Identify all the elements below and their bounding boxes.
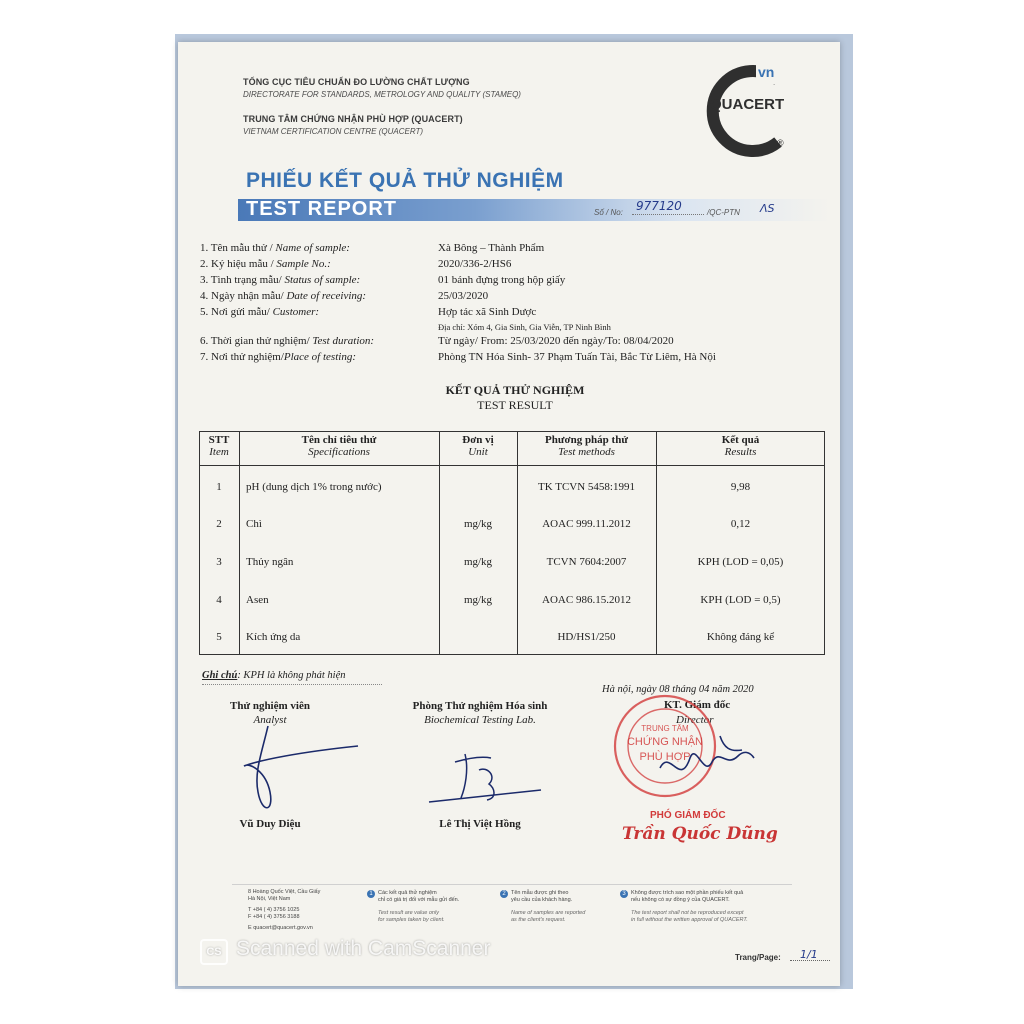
footer-note-2-icon: 2 xyxy=(500,890,508,898)
cell-result: Không đáng kể xyxy=(706,631,775,643)
cell-spec: Asen xyxy=(246,594,269,606)
header-item: STT Item xyxy=(208,434,230,458)
footer-divider xyxy=(232,884,792,885)
page-label: Trang/Page: xyxy=(735,953,781,962)
director-signature xyxy=(650,728,760,798)
quacert-logo xyxy=(700,58,800,158)
page-value: 1/1 xyxy=(800,948,818,961)
info-value-3: 01 bánh đựng trong hộp giấy xyxy=(438,274,566,286)
org-name-vn: TỔNG CỤC TIÊU CHUẨN ĐO LƯỜNG CHẤT LƯỢNG xyxy=(243,77,470,87)
info-label-1: 1. Tên mẫu thử / Name of sample: xyxy=(200,242,350,254)
table-row xyxy=(199,556,825,574)
cell-item: 2 xyxy=(216,518,222,530)
cell-item: 4 xyxy=(216,594,222,606)
date-line: Hà nội, ngày 08 tháng 04 năm 2020 xyxy=(602,684,754,695)
cell-method: HD/HS1/250 xyxy=(557,631,616,643)
footer-address: 8 Hoàng Quốc Việt, Cầu Giấy Hà Nội, Việt Nam T +84 ( 4) 3756 1025 F +84 ( 4) 3756 3188 E quacert@quacert.gov.vn xyxy=(248,889,321,931)
report-no-underline xyxy=(632,214,704,215)
table-grid xyxy=(199,431,825,655)
report-title-en: TEST REPORT xyxy=(246,198,398,220)
footer-note-1-icon: 1 xyxy=(367,890,375,898)
stamp-line-2: CHỨNG NHẬN xyxy=(626,736,703,748)
result-title-vn: KẾT QUẢ THỬ NGHIỆM xyxy=(445,383,585,397)
analyst-role-en: Analyst xyxy=(253,714,287,726)
report-no-number: 977120 xyxy=(636,199,682,213)
table-row xyxy=(199,631,825,649)
result-title-en: TEST RESULT xyxy=(477,398,553,412)
lab-name: Lê Thị Việt Hồng xyxy=(439,818,521,830)
info-label-6: 6. Thời gian thử nghiệm/ Test duration: xyxy=(200,335,375,347)
director-role: KT. Giám đốc xyxy=(664,699,731,711)
lab-role-vn: Phòng Thử nghiệm Hóa sinh xyxy=(412,700,548,712)
info-value-4: 25/03/2020 xyxy=(438,290,489,302)
director-name: Trần Quốc Dũng xyxy=(622,824,778,844)
report-title-vn: PHIẾU KẾT QUẢ THỬ NGHIỆM xyxy=(246,169,564,192)
logo-vn-text: vn xyxy=(758,64,775,80)
note: Ghi chú: KPH là không phát hiện xyxy=(202,670,346,681)
cell-spec: pH (dung dịch 1% trong nước) xyxy=(246,481,382,493)
org-name-en: DIRECTORATE FOR STANDARDS, METROLOGY AND QUALITY (STAMEQ) xyxy=(243,90,521,99)
info-value-7: Phòng TN Hóa Sinh- 37 Phạm Tuấn Tài, Bắc Từ Liêm, Hà Nội xyxy=(438,351,716,363)
lab-signature xyxy=(425,740,545,810)
header-spec: Tên chỉ tiêu thử Specifications xyxy=(301,434,377,458)
cell-result: KPH (LOD = 0,5) xyxy=(700,594,781,606)
cell-item: 1 xyxy=(216,481,222,493)
cell-item: 3 xyxy=(216,556,222,568)
header-unit: Đơn vị Unit xyxy=(462,434,494,458)
cell-unit: mg/kg xyxy=(463,518,493,530)
footer-note-2: Tên mẫu được ghi theo yêu cầu của khách hàng. Name of samples are reported as the client's request. xyxy=(511,890,586,923)
stamp-line-3: PHÙ HỢP xyxy=(639,751,691,763)
cell-spec: Thủy ngân xyxy=(246,556,294,568)
stamp-line-1: TRUNG TÂM xyxy=(641,724,689,733)
analyst-name: Vũ Duy Diệu xyxy=(239,818,301,830)
lab-role-en: Biochemical Testing Lab. xyxy=(424,714,536,726)
table-row xyxy=(199,594,825,612)
logo-registered-mark: ® xyxy=(777,138,784,148)
header-result: Kết quả Results xyxy=(721,434,760,458)
logo-quacert-text: QUACERT xyxy=(710,96,785,113)
header-method: Phương pháp thử Test methods xyxy=(545,434,628,458)
info-label-2: 2. Ký hiệu mẫu / Sample No.: xyxy=(200,258,331,270)
info-label-3: 3. Tình trạng mẫu/ Status of sample: xyxy=(200,274,361,286)
analyst-role-vn: Thử nghiệm viên xyxy=(230,700,310,712)
footer-note-3-icon: 3 xyxy=(620,890,628,898)
table-row xyxy=(199,518,825,536)
cell-method: AOAC 986.15.2012 xyxy=(542,594,631,606)
info-label-4: 4. Ngày nhận mẫu/ Date of receiving: xyxy=(200,290,367,302)
cell-result: KPH (LOD = 0,05) xyxy=(697,556,784,568)
info-label-5: 5. Nơi gửi mẫu/ Customer: xyxy=(200,306,320,318)
cell-unit: mg/kg xyxy=(463,594,493,606)
info-label-7: 7. Nơi thử nghiệm/Place of testing: xyxy=(200,351,356,363)
report-no-suffix: /QC-PTN xyxy=(707,208,740,217)
cell-spec: Chì xyxy=(246,518,262,530)
cell-method: TCVN 7604:2007 xyxy=(546,556,627,568)
centre-name-en: VIETNAM CERTIFICATION CENTRE (QUACERT) xyxy=(243,127,424,136)
centre-name-vn: TRUNG TÂM CHỨNG NHẬN PHÙ HỢP (QUACERT) xyxy=(243,114,463,124)
info-value-5: Hợp tác xã Sinh Dược xyxy=(438,306,537,318)
cell-spec: Kích ứng da xyxy=(246,631,301,643)
cell-item: 5 xyxy=(216,631,222,643)
info-value-6: Từ ngày/ From: 25/03/2020 đến ngày/To: 08/04/2020 xyxy=(438,335,674,347)
footer-note-1: Các kết quả thử nghiệm chỉ có giá trị đối với mẫu gửi đến. Test result are value only for samples taken by client. xyxy=(378,890,460,923)
cell-method: AOAC 999.11.2012 xyxy=(542,518,631,530)
camscanner-watermark: Scanned with CamScanner xyxy=(236,937,491,960)
cell-result: 0,12 xyxy=(730,518,751,530)
info-value-1: Xà Bông – Thành Phẩm xyxy=(438,242,545,254)
note-divider xyxy=(202,684,382,685)
stamp-title: PHÓ GIÁM ĐỐC xyxy=(650,810,726,821)
cell-unit: mg/kg xyxy=(463,556,493,568)
report-no-label: Số / No: xyxy=(594,208,623,217)
cell-result: 9,98 xyxy=(730,481,751,493)
table-row xyxy=(199,481,825,499)
info-value-2: 2020/336-2/HS6 xyxy=(438,258,512,270)
cell-method: TK TCVN 5458:1991 xyxy=(538,481,635,493)
report-no-mark: ɅS xyxy=(760,202,775,215)
customer-address: Địa chỉ: Xóm 4, Gia Sinh, Gia Viễn, TP Ninh Bình xyxy=(438,322,611,332)
footer-note-3: Không được trích sao một phần phiếu kết quả nếu không có sự đồng ý của QUACERT. The test report shall not be reproduced except in full without the written approval of QUACERT. xyxy=(631,890,748,923)
results-table xyxy=(199,431,825,655)
camscanner-logo-icon: CS xyxy=(200,939,228,965)
director-role-en: Director xyxy=(676,714,714,726)
analyst-signature xyxy=(240,722,370,822)
